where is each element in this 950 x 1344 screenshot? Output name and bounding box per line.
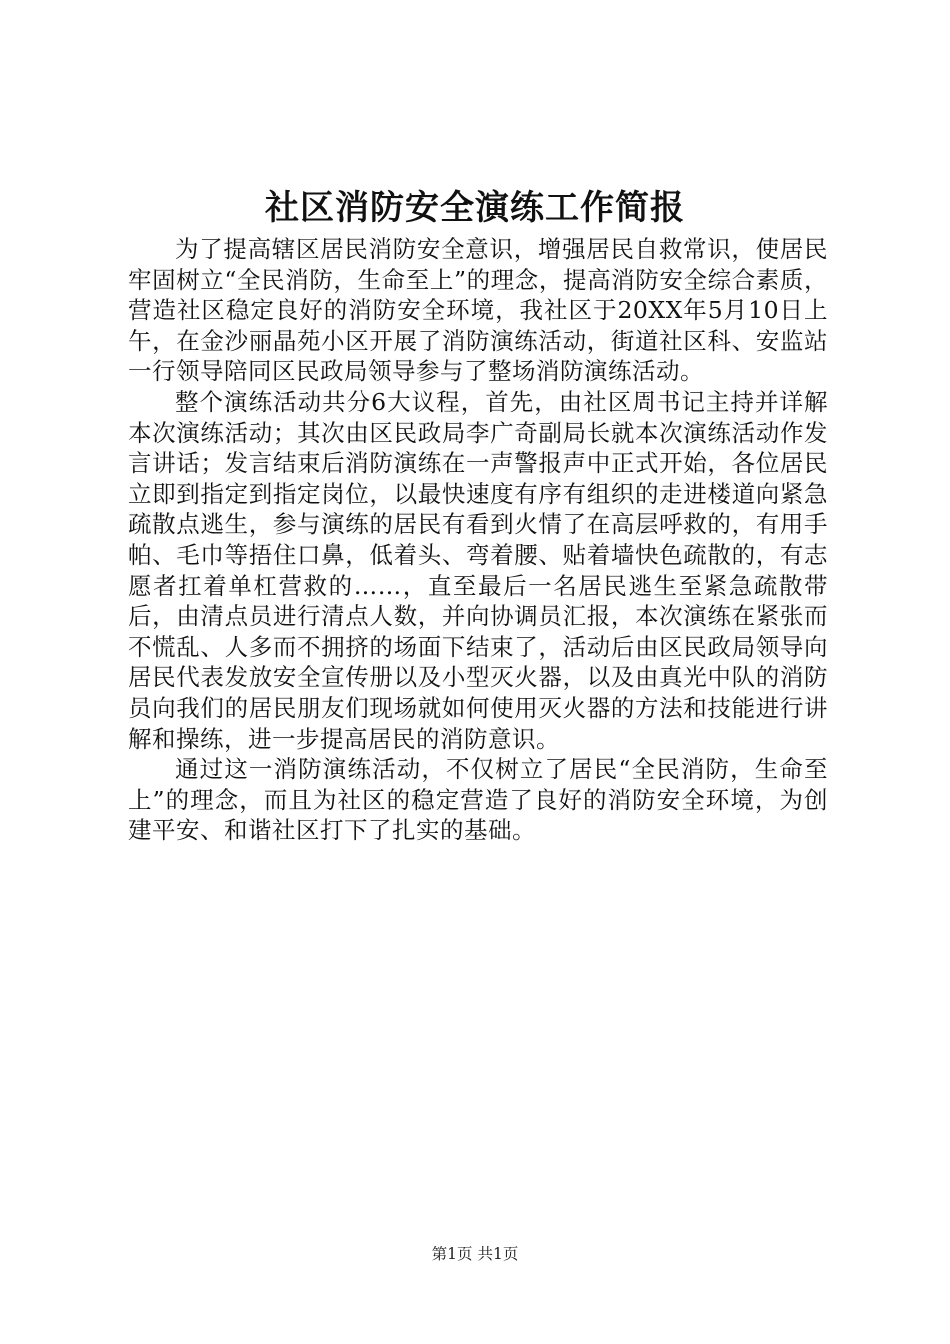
page-number-footer: 第1页 共1页 [431, 1245, 519, 1263]
document-body [128, 234, 828, 846]
document-title: 社区消防安全演练工作简报 [265, 188, 685, 228]
paragraph-agenda: 整个演练活动共分6大议程，首先，由社区周书记主持并详解本次演练活动；其次由区民政局李广奇副局长就本次演练活动作发言讲话；发言结束后消防演练在一声警报声中正式开始，各位居民立即到指定到指定岗位，以最快速度有序有组织的走进楼道向紧急疏散点逃生，参与演练的居民有看到火情了在高层呼救的，有用手帕、毛巾等捂住口鼻，低着头、弯着腰、贴着墙快色疏散的，有志愿者扛着单杠营救的……，直至最后一名居民逃生至紧急疏散带后，由清点员进行清点人数，并向协调员汇报，本次演练在紧张而不慌乱、人多而不拥挤的场面下结束了，活动后由区民政局领导向居民代表发放安全宣传册以及小型灭火器，以及由真光中队的消防员向我们的居民朋友们现场就如何使用灭火器的方法和技能进行讲解和操练，进一步提高居民的消防意识。 [128, 387, 828, 753]
paragraph-conclusion: 通过这一消防演练活动，不仅树立了居民“全民消防，生命至上”的理念，而且为社区的稳定营造了良好的消防安全环境，为创建平安、和谐社区打下了扎实的基础。 [128, 755, 828, 845]
paragraph-intro: 为了提高辖区居民消防安全意识，增强居民自救常识，使居民牢固树立“全民消防，生命至上”的理念，提高消防安全综合素质，营造社区稳定良好的消防安全环境，我社区于20XX年5月10日上午，在金沙丽晶苑小区开展了消防演练活动，街道社区科、安监站一行领导陪同区民政局领导参与了整场消防演练活动。 [128, 235, 828, 386]
